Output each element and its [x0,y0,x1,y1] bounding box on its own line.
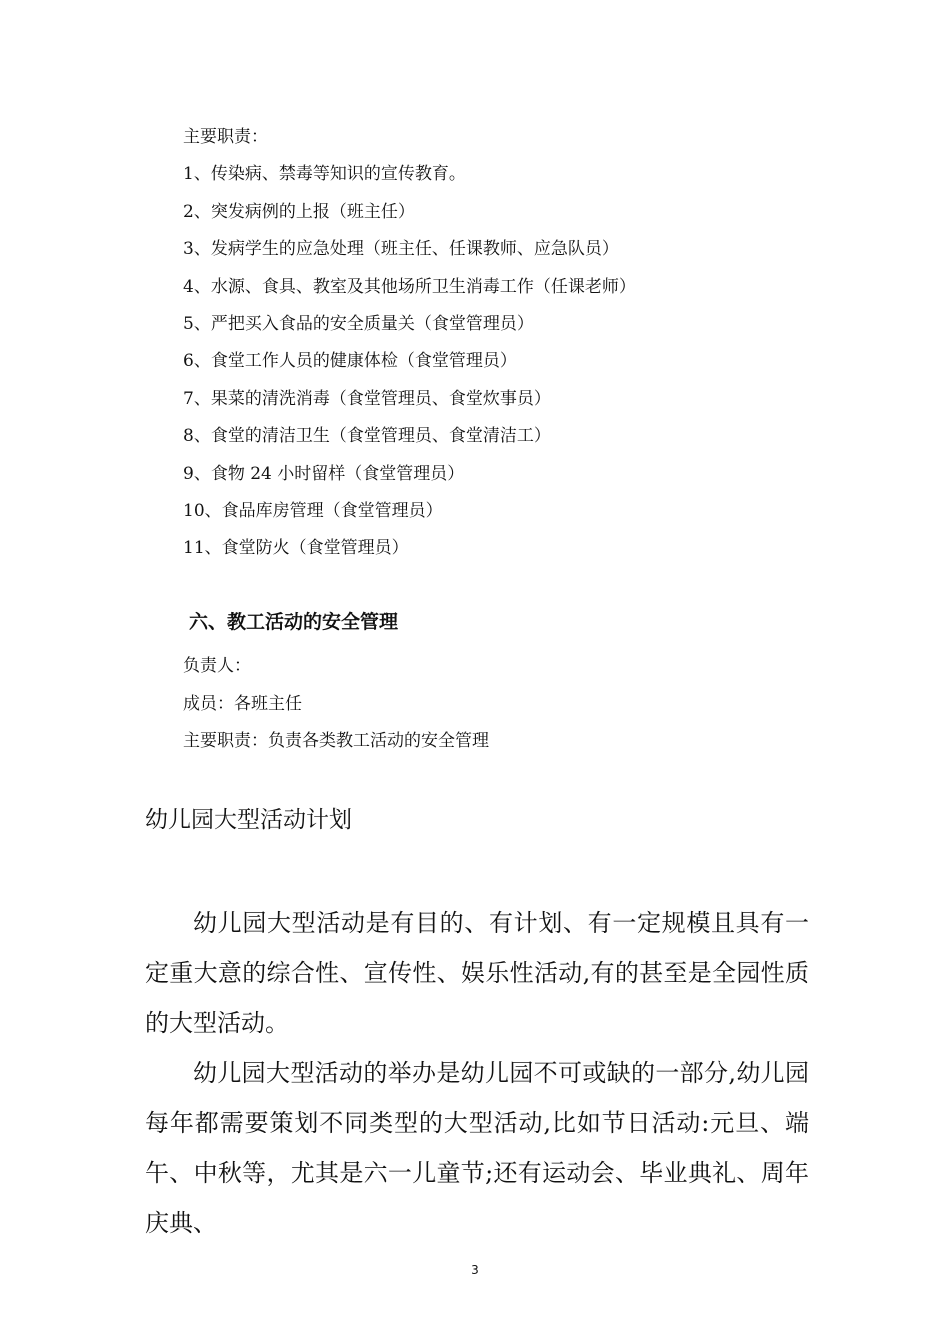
duty-item: 9、食物 24 小时留样（食堂管理员） [183,463,465,484]
page-number: 3 [471,1263,479,1277]
members-value: 各班主任 [234,693,302,714]
article-paragraph: 幼儿园大型活动的举办是幼儿园不可或缺的一部分,幼儿园每年都需要策划不同类型的大型活动,比如节日活动:元旦、端午、中秋等，尤其是六一儿童节;还有运动会、毕业典礼、周年庆典、 [145,1059,809,1237]
members-line [183,686,863,724]
duty-item: 10、食品库房管理（食堂管理员） [183,500,443,521]
duty-item: 6、食堂工作人员的健康体检（食堂管理员） [183,351,517,372]
article-title: 幼儿园大型活动计划 [145,807,352,833]
section-duties-line: 主要职责：负责各类教工活动的安全管理 [183,731,489,751]
duties-heading: 主要职责： [183,127,268,147]
duty-item: 4、水源、食具、教室及其他场所卫生消毒工作（任课老师） [183,276,636,297]
members-label: 成员： [183,693,234,714]
article-body [145,898,809,1248]
duty-item: 8、食堂的清洁卫生（食堂管理员、食堂清洁工） [183,426,551,447]
duty-item: 2、突发病例的上报（班主任） [183,201,415,222]
duty-item: 3、发病学生的应急处理（班主任、任课教师、应急队员） [183,239,619,260]
responsible-line: 负责人： [183,656,251,676]
duty-item: 5、严把买入食品的安全质量关（食堂管理员） [183,313,534,334]
article-paragraph: 幼儿园大型活动是有目的、有计划、有一定规模且具有一定重大意的综合性、宣传性、娱乐性活动,有的甚至是全园性质的大型活动。 [145,909,809,1037]
duty-item: 1、传染病、禁毒等知识的宣传教育。 [183,164,466,185]
section-heading: 六、教工活动的安全管理 [189,611,399,633]
section-body [183,648,863,761]
duties-list [183,119,863,568]
duty-item: 7、果菜的清洗消毒（食堂管理员、食堂炊事员） [183,388,551,409]
duty-item: 11、食堂防火（食堂管理员） [183,538,409,559]
